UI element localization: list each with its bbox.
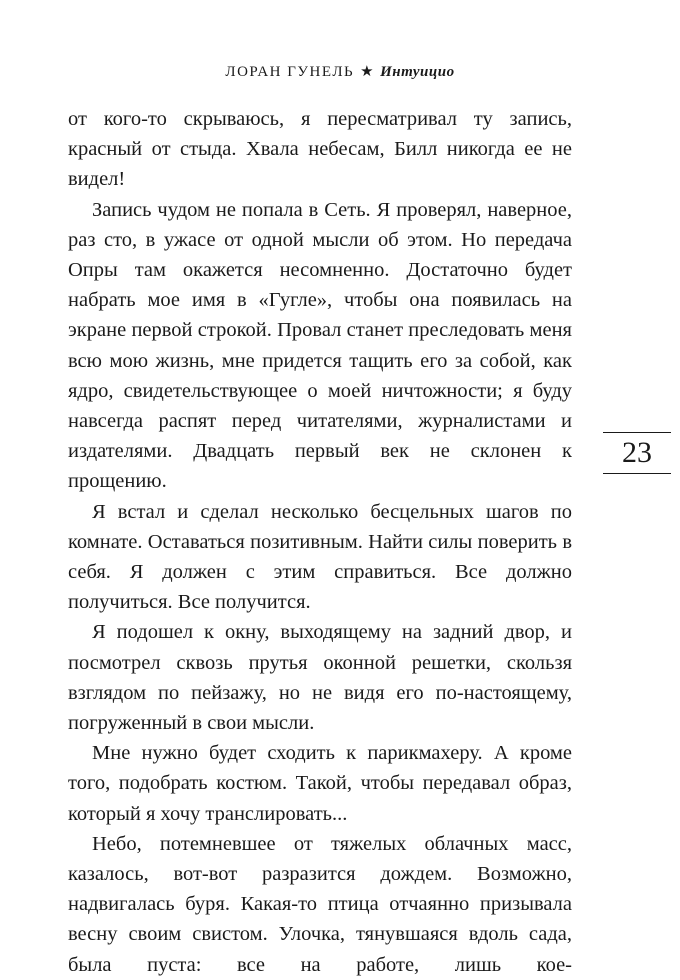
running-head-author: ЛОРАН ГУНЕЛЬ: [225, 64, 355, 80]
running-head-book-title: Интуицио: [380, 64, 455, 80]
running-head: [0, 62, 680, 81]
paragraph: Я встал и сделал несколько бесцельных шагов по комнате. Оставаться позитивным. Найти силы поверить в себя. Я должен с этим справиться. Все должно получиться. Все получится.: [68, 500, 572, 614]
page-number: 23: [603, 432, 671, 474]
paragraph: Небо, потемневшее от тяжелых облачных масс, казалось, вот-вот разразится дождем. Возможно, надвигалась буря. Какая-то птица отчаянно призывала весну своим свистом. Улочка, тянувшаяся вдоль сада, была пуста: все на работе, лишь кое-: [68, 832, 572, 976]
paragraph: Я подошел к окну, выходящему на задний двор, и посмотрел сквозь прутья оконной решетки, скользя взглядом по пейзажу, но не видя его по-настоящему, погруженный в свои мысли.: [68, 621, 572, 735]
paragraph: от кого-то скрываюсь, я пересматривал ту запись, красный от стыда. Хвала небесам, Билл никогда ее не видел!: [68, 108, 572, 191]
body-text: [68, 104, 572, 980]
paragraph: Запись чудом не попала в Сеть. Я проверял, наверное, раз сто, в ужасе от одной мысли об этом. Но передача Опры там окажется несомненно. Достаточно будет набрать мое имя в «Гугле», чтобы она появилась на экране первой строкой. Провал станет преследовать меня всю мою жизнь, мне придется тащить его за собой, как ядро, свидетельствующее о моей ничтожности; я буду навсегда распят перед читателями, журналистами и издателями. Двадцать первый век не склонен к прощению.: [68, 198, 572, 493]
star-separator-icon: ★: [360, 64, 375, 80]
paragraph: Мне нужно будет сходить к парикмахеру. А кроме того, подобрать костюм. Такой, чтобы передавал образ, который я хочу транслировать...: [68, 742, 572, 825]
